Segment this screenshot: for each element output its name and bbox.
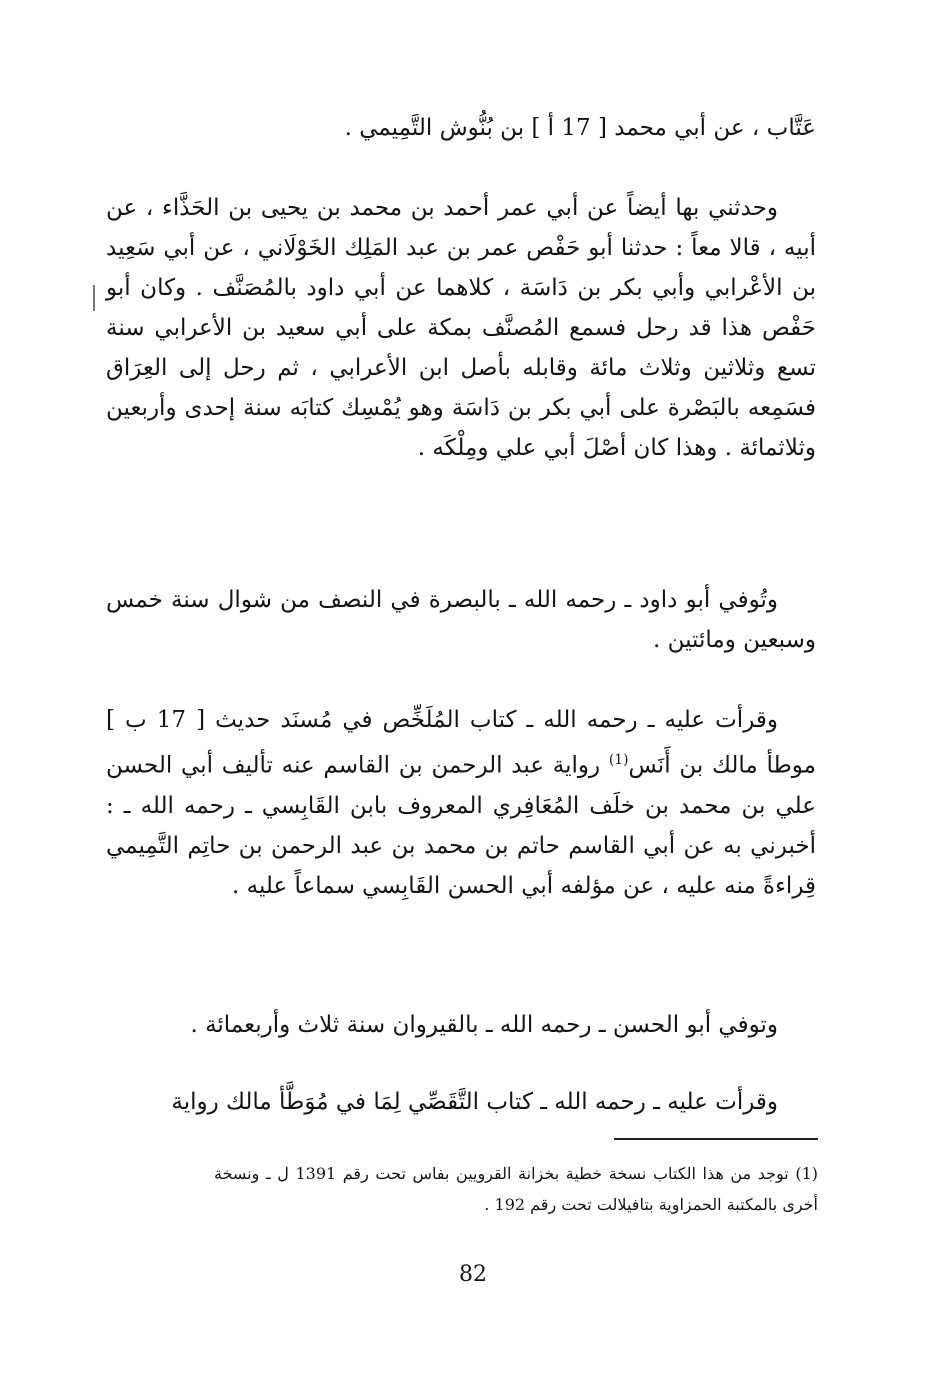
paragraph-death-abu-al-hasan: وتوفي أبو الحسن ـ رحمه الله ـ بالقيروان سنة ثلاث وأربعمائة . — [190, 1012, 778, 1038]
continuation-line: عَتَّاب ، عن أبي محمد [ 17 أ ] بن بُنُّوش التَّمِيمي . — [344, 115, 816, 141]
paragraph-chain-of-transmission: وحدثني بها أيضاً عن أبي عمر أحمد بن محمد بن يحيى بن الحَذَّاء ، عن أبيه ، قالا معاً : حدثنا أبو حَفْص عمر بن عبد المَلِك الخَوْلَاني ، عن أبي سَعِيد بن الأعْرابي وأبي بكر بن دَاسَة ، كلاهما عن أبي داود بالمُصَنَّف . وكان أبو حَفْص هذا قد رحل فسمع المُصنَّف بمكة على أبي سعيد بن الأعرابي سنة تسع وثلاثين وثلاث مائة وقابله بأصل ابن الأعرابي ، ثم رحل إلى العِرَاق فسَمِعه بالبَصْرة على أبي بكر بن دَاسَة وهو يُمْسِك كتابَه سنة إحدى وأربعين وثلاثمائة . وهذا كان أصْلَ أبي علي ومِلْكَه . — [106, 195, 816, 461]
footnote: (1) توجد من هذا الكتاب نسخة خطية بخزانة القرويين بفاس تحت رقم 1391 ل ـ ونسخة أخرى بالمكتبة الحمزاوية بتافيلالت تحت رقم 192 . — [214, 1164, 818, 1214]
margin-mark — [93, 285, 95, 311]
paragraph-taqassi: وقرأت عليه ـ رحمه الله ـ كتاب التَّقَصِّي لِمَا في مُوَطَّأ مالك رواية — [171, 1089, 778, 1115]
footnote-separator — [614, 1138, 818, 1140]
paragraph-part: وقرأت عليه ـ رحمه الله ـ كتاب المُلَخِّص في مُسنَد حديث [ 17 ب ] موطأ مالك بن أَنَس — [106, 707, 816, 779]
paragraph-death-abu-dawud: وتُوفي أبو داود ـ رحمه الله ـ بالبصرة في النصف من شوال سنة خمس وسبعين ومائتين . — [106, 587, 816, 653]
footnote-reference: (1) — [608, 752, 629, 768]
paragraph-mulakhkhas — [106, 700, 816, 906]
paragraph-part: رواية عبد الرحمن بن القاسم عنه تأليف أبي الحسن علي بن محمد بن خلَف المُعَافِري المعروف بابن القَابِسي ـ رحمه الله ـ : أخبرني به عن أبي القاسم حاتم بن محمد بن عبد الرحمن بن حاتِم التَّمِيمي قِراءةً منه عليه ، عن مؤلفه أبي الحسن القَابِسي سماعاً عليه . — [106, 752, 816, 899]
page-number: 82 — [459, 1262, 487, 1287]
